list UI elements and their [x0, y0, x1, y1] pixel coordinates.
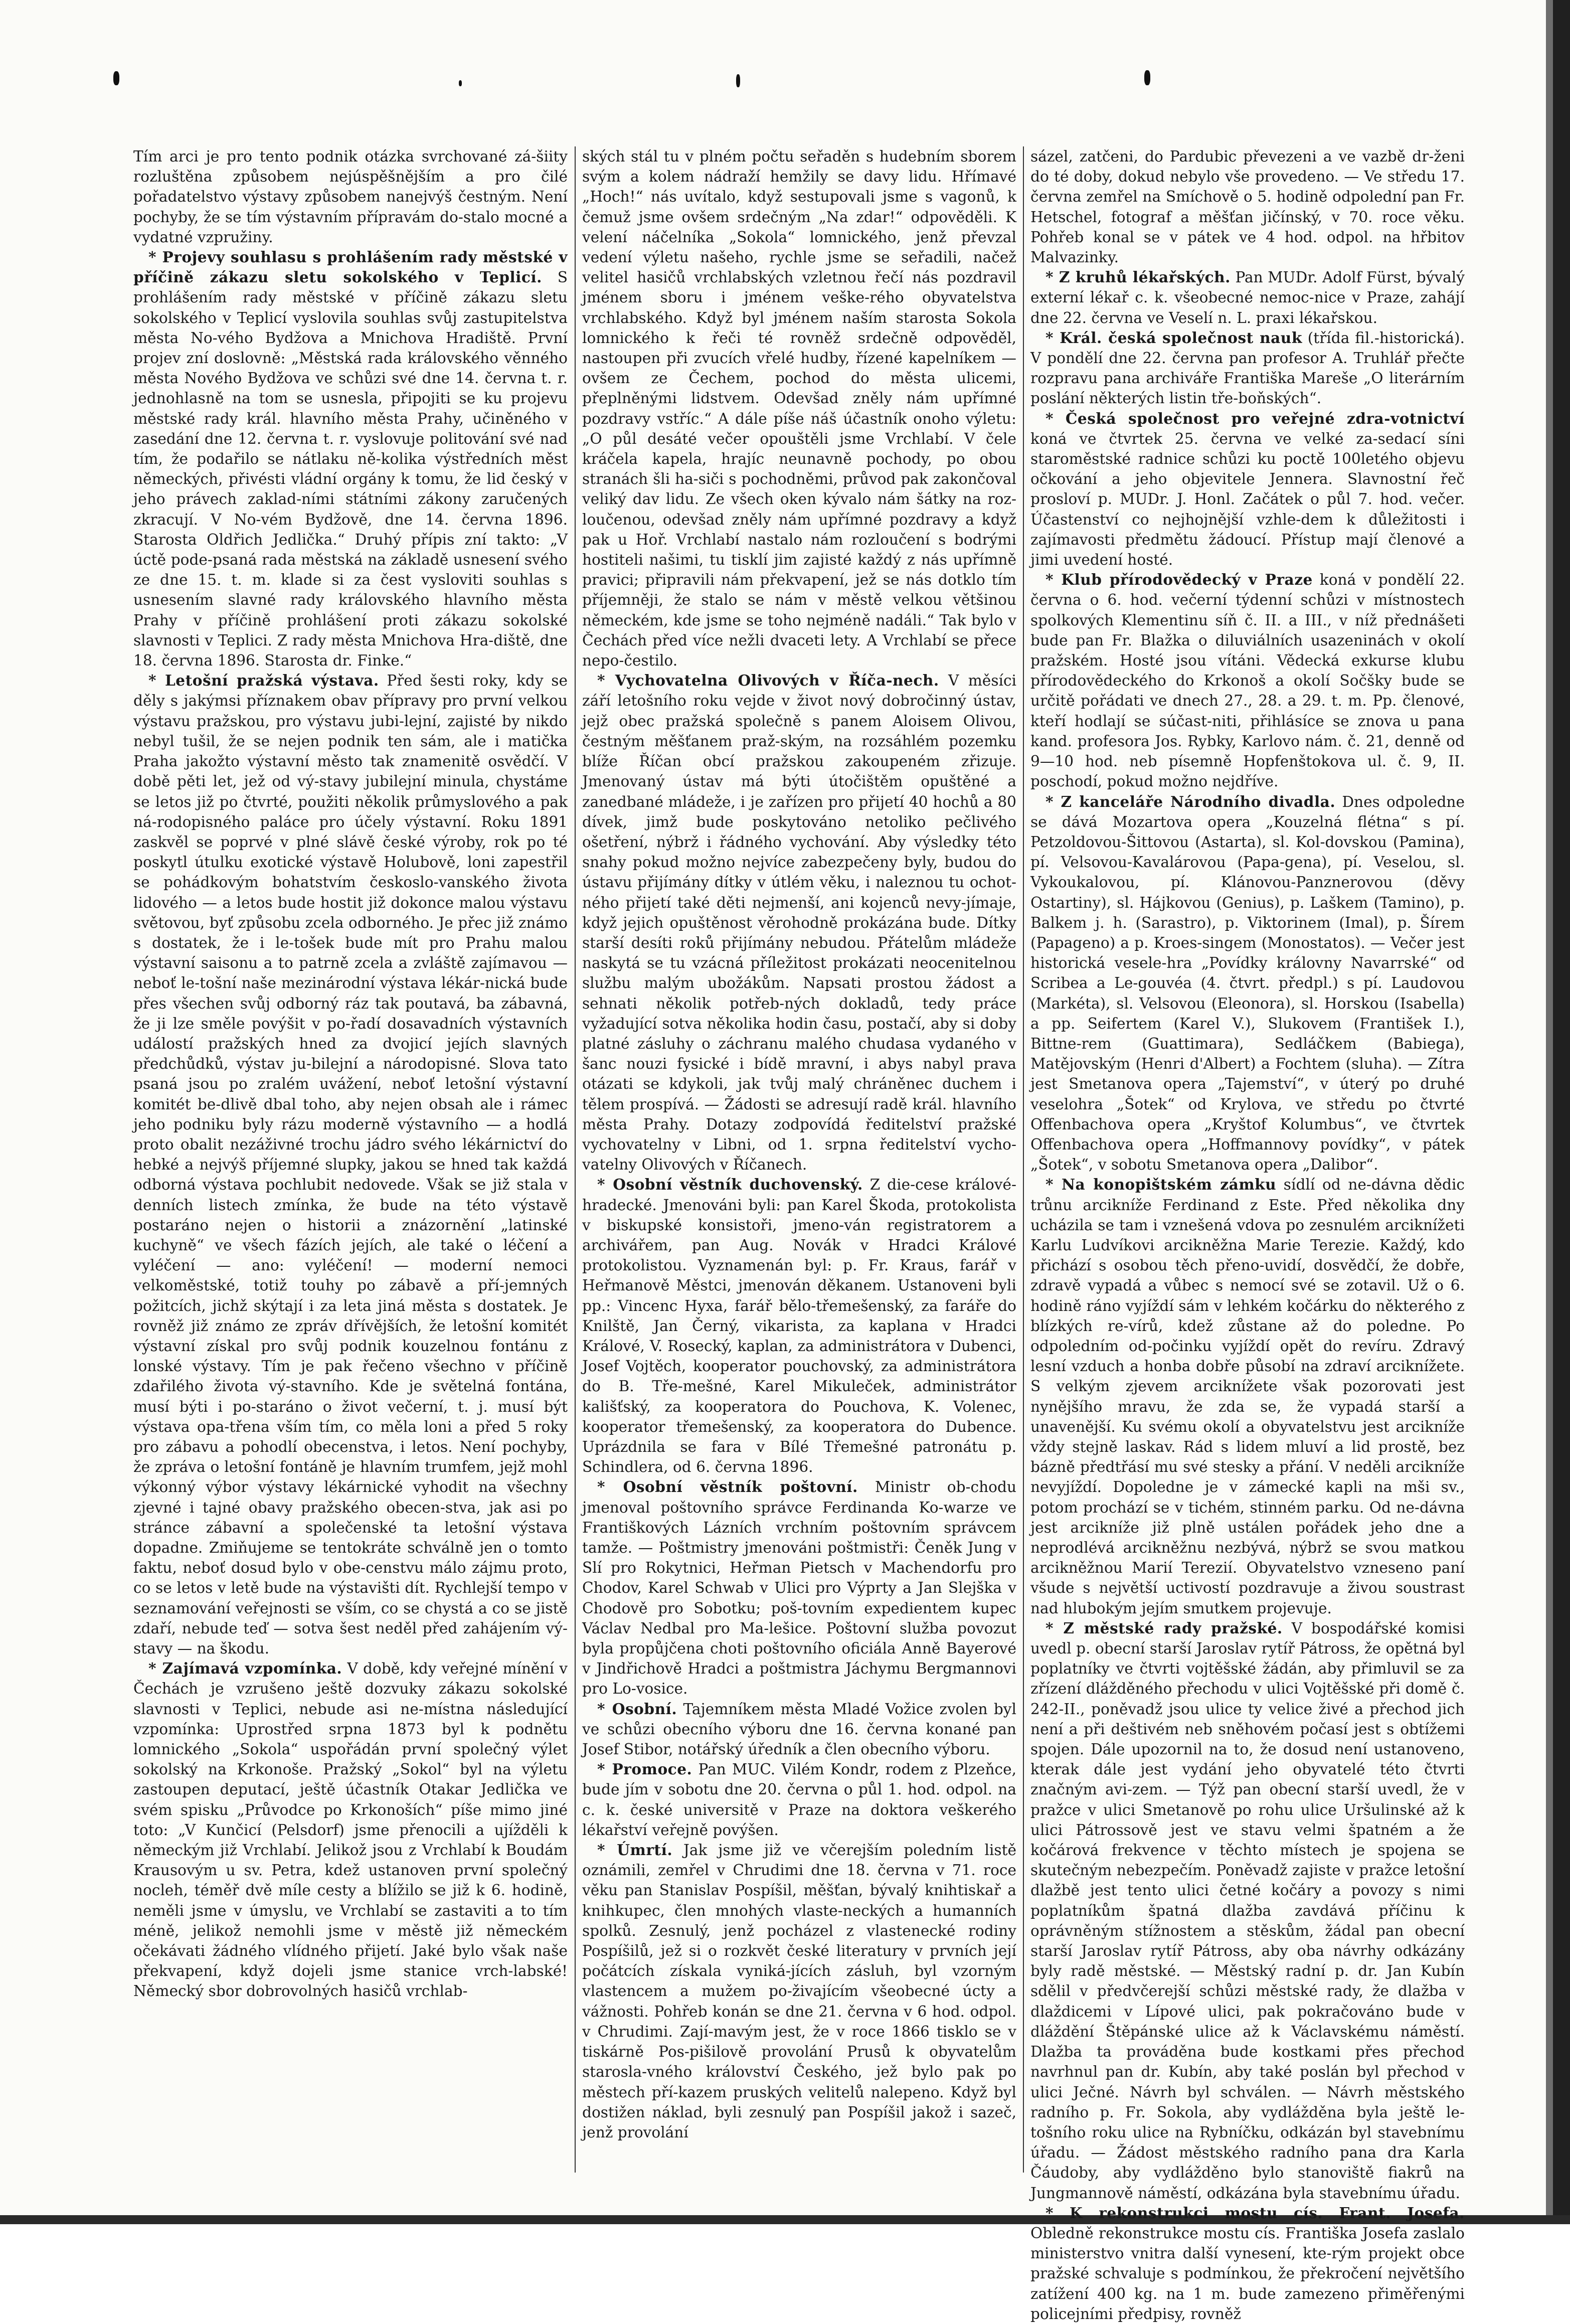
- article-heading: * Z kruhů lékařských.: [1045, 268, 1231, 286]
- article-heading: * Vychovatelna Olivových v Říča-nech.: [597, 672, 939, 690]
- article-paragraph: [582, 671, 1016, 1175]
- paragraph-text: ských stál tu v plném počtu seřaděn s hudebním sborem svým a kolem nádraží hemžily se davy lidu. Hřímavé „Hoch!“ nás uvítalo, když sestupovali jsme s vagonů, k čemuž jsme ovšem srdečným „Na zdar!“ odpověděli. K velení náčelníka „Sokola“ lomnického, jenž převzal vedení výletu našeho, rychle jsme se seřadili, načež velitel hasičů vrchlabských vzletnou řečí nás pozdravil jménem sboru i jménem veške-rého obyvatelstva vrchlabského. Když byl jménem naším starosta Sokola lomnického k řeči té rovněž srdečně odpověděl, nastoupen při zvucích vřelé hudby, řízené kapelníkem — ovšem ze Čechem, pochod do města ulicemi, přeplněnými lidstvem. Odevšad zněly nám upřímné pozdravy vstříc.“ A dále píše náš účastník onoho výletu: „O půl desáté večer opouštěli jsme Vrchlabí. V čele kráčela kapela, hrajíc neunavně pochody, po obou stranách šli ha-siči s pochodněmi, průvod pak zakončoval veliký dav lidu. Ze všech oken kývalo nám šátky na roz-loučenou, odevšad zněly nám upřímné pozdravy a když pak u Hoř. Vrchlabí nastalo nám rozloučení s bodrými hostiteli našimi, tu tisklí jim zajisté každý z nás upřímně pravici; připravili nám překvapení, jež se nás dotklo tím příjemněji, že stalo se nám v městě velkou většinou německém, kde jsme se toho nejméně nadáli.“ Tak bylo v Čechách před více nežli dvaceti lety. A Vrchlabí se přece nepo-čestilo.: [582, 148, 1016, 670]
- paragraph-text: S prohlášením rady městské v příčině zákazu sletu sokolského v Teplicí vyslovila souhlas svůj zastupitelstva města No-vého Bydžova a Mnichova Hradiště. První projev zní doslovně: „Městská rada královského věnného města Nového Bydžova ve schůzi své dne 14. června t. r. jednohlasně na tom se usnesla, připojiti se ku projevu městské rady král. hlavního města Prahy, učiněného v zasedání dne 12. června t. r. vyslovuje politování své nad tím, že podařilo se nátlaku ně-kolika výstředních měst německých, přivésti vládní orgány k tomu, že lid český v jeho právech zaklad-ními státními zákony zaručených zkracují. V No-vém Bydžově, dne 14. června 1896. Starosta Oldřich Jedlička.“ Druhý přípis zní takto: „V úctě pode-psaná rada městská na základě usnesení svého ze dne 15. t. m. klade si za čest vysloviti souhlas s usnesením slavné rady královského hlavního města Prahy v příčině prohlášení proti zákazu sokolské slavnosti v Teplici. Z rady města Mnichova Hra-diště, dne 18. června 1896. Starosta dr. Finke.“: [133, 269, 568, 670]
- article-heading: * Osobní věstník duchovenský.: [597, 1176, 863, 1194]
- article-heading: * Z městské rady pražské.: [1045, 1619, 1283, 1637]
- article-heading: * Letošní pražská výstava.: [148, 672, 379, 690]
- ink-speck: [736, 74, 740, 87]
- article-heading: * Osobní věstník poštovní.: [597, 1478, 858, 1496]
- paragraph-text: Tím arci je pro tento podnik otázka svrchované zá-šiity rozluštěna způsobem nejúspěšnějším a pro čilé pořadatelstvo výstavy způsobem nanejvýš čestným. Není pochyby, že se tím výstavním přípravám do-stalo mocné a vydatné vzpružiny.: [133, 148, 568, 246]
- paragraph-text: V době, kdy veřejné mínění v Čechách je vzrušeno ještě dozvuky zákazu sokolské slavnosti v Teplici, nebude asi ne-místna následující vzpomínka: Uprostřed srpna 1873 byl k podnětu lomnického „Sokola“ uspořádán první společný výlet sokolský na Krkonoše. Pražský „Sokol“ byl na výletu zastoupen deputací, ještě účastník Otakar Jedlička ve svém spisku „Průvodce po Krkonoších“ píše mimo jiné toto: „V Kunčicí (Pelsdorf) jsme přenocili a ujížděli k německým již Vrchlabí. Jelikož jsou z Vrchlabí k Boudám Krausovým u sv. Petra, kdež ustanoven první společný nocleh, téměř dvě míle cesty a blížilo se již k 6. hodině, neměli jsme v úmyslu, ve Vrchlabí se zastaviti a to tím méně, jelikož nemohli jsme v městě již německém očekávati žádného vlídného přijetí. Jaké bylo však naše překvapení, když dojeli jsme stanice vrch-labské! Německý sbor dobrovolných hasičů vrchlab-: [133, 1660, 568, 2000]
- article-paragraph: [133, 146, 568, 247]
- article-paragraph: [582, 1759, 1016, 1840]
- article-paragraph: [133, 247, 568, 671]
- article-paragraph: [1030, 409, 1465, 570]
- paragraph-text: Pan MUC. Vilém Kondr, rodem z Plzeňce, bude jím v sobotu dne 20. června o půl 1. hod. odpol. na c. k. české universitě v Praze na doktora veškerého lékařství veřejně povýšen.: [582, 1761, 1016, 1839]
- paragraph-text: Ministr ob-chodu jmenoval poštovního správce Ferdinanda Ko-warze ve Františkových Lázních vrchním poštovním správcem tamže. — Poštmistry jmenováni poštmistři: Čeněk Jung v Slí pro Rokytnici, Heřman Pietsch v Machendorfu pro Chodov, Karel Schwab v Ulici pro Výprty a Jan Slejška v Chodově pro Sobotku; poš-tovním expedientem kupec Václav Nedbal pro Ma-lešice. Poštovní služba povozut byla propůjčena choti poštovního oficiála Anně Bayerové v Jindřichově Hradci a poštmistra Jáchymu Bergmannovi pro Lo-vosice.: [582, 1478, 1016, 1698]
- article-paragraph: [1030, 792, 1465, 1175]
- paragraph-text: (třída fil.-historická). V pondělí dne 22. června pan profesor A. Truhlář přečte rozpravu pana archiváře Františka Mareše „O literárním poslání některých listin tře-boňských“.: [1030, 329, 1465, 407]
- paragraph-text: Obledně rekonstrukce mostu cís. Františka Josefa zaslalo ministerstvo vnitra další vynesení, kte-rým projekt obce pražské schvaluje s podmínkou, že překročení největšího zatížení 400 kg. na 1 m. bude zamezeno přiměřenými policejními předpisy, rovněž: [1030, 2224, 1465, 2322]
- article-paragraph: [582, 1175, 1016, 1477]
- article-heading: * Na konopištském zámku: [1045, 1176, 1277, 1194]
- scan-border-right: [1553, 0, 1570, 2224]
- column-rule: [1023, 146, 1024, 2173]
- article-paragraph: [1030, 570, 1465, 791]
- article-paragraph: [582, 1840, 1016, 2142]
- article-heading: * Zajímavá vzpomínka.: [148, 1659, 342, 1678]
- article-heading: * Osobní.: [597, 1700, 677, 1718]
- article-paragraph: [1030, 1175, 1465, 1618]
- paragraph-text: Tajemníkem města Mladé Vožice zvolen byl ve schůzi obecního výboru dne 16. června konané pan Josef Stibor, notářský úředník a člen obecního výboru.: [582, 1700, 1016, 1758]
- paragraph-text: V měsíci září letošního roku vejde v život nový dobročinný ústav, jejž obec pražská společně s panem Aloisem Olivou, čestným měšťanem praž-ským, na rozsáhlém pozemku blíže Říčan obcí pražskou zakoupeném zřizuje. Jmenovaný ústav má býti útočištěm opuštěné a zanedbané mládeže, i je zařízen pro přijetí 40 hochů a 80 dívek, jimž bude poskytováno netoliko pečlivého ošetření, nýbrž i řádného vychování. Aby výsledky této snahy pokud možno nejvíce zabezpečeny byly, budou do ústavu přijímány dítky v útlém věku, i naleznou tu ochot-ného přijetí také děti nejmenší, ani kojenců nevy-jímaje, když jejich opuštěnost věrohodně prokázána bude. Dítky starší desíti roků přijímány nebudou. Přátelům mládeže naskytá se tu vzácná příležitost prokázati neocenitelnou službu malým ubožákům. Napsati prostou žádost a sehnati několik potřeb-ných dokladů, tedy práce vyžadující sotva několika hodin času, postačí, aby si doby platné zásluhy o záchranu malého chudasa vydaného v šanc nouzi fysické i bídě mravní, i abys nabyl prava otázati se kdykoli, jak tvůj malý chráněnec duchem i tělem prospívá. — Žádosti se adresují radě král. hlavního města Prahy. Dotazy zodpovídá ředitelství pražské vychovatelny v Libni, od 1. srpna ředitelství vycho-vatelny Olivových v Říčanech.: [582, 672, 1017, 1174]
- article-heading: * Král. česká společnost nauk: [1045, 328, 1302, 347]
- article-paragraph: [1030, 146, 1465, 267]
- article-heading: * Projevy souhlasu s prohlášením rady městské v příčině zákazu sletu sokolského v Teplicí.: [133, 248, 568, 286]
- column-1: [133, 146, 568, 2173]
- ink-speck: [459, 80, 462, 86]
- paragraph-text: Z die-cese králové-hradecké. Jmenováni byli: pan Karel Škoda, protokolista v biskupské konsistoři, jmeno-ván registratorem a archivářem, pan Aug. Novák v Hradci Králové protokolistou. Vyznamenán byl: p. Fr. Kraus, farář v Heřmanově Městci, jmenován děkanem. Ustanoveni byli pp.: Vincenc Hyxa, farář bělo-třemešenský, za faráře do Knilště, Jan Černý, vikarista, za kaplana v Hradci Králové, V. Rosecký, kaplan, za administrátora v Dubenci, Josef Vojtěch, kooperator pouchovský, za administrátora do B. Tře-mešné, Karel Mikuleček, administrátor kališťský, za kooperatora do Pouchova, K. Volenec, kooperator třemešenský, za kooperatora do Dubence. Uprázdnila se fara v Bílé Třemešné patronátu p. Schindlera, od 6. června 1896.: [582, 1176, 1016, 1476]
- article-paragraph: [1030, 328, 1465, 409]
- text-columns: [133, 146, 1465, 2322]
- article-paragraph: [133, 671, 568, 1658]
- ink-speck: [113, 71, 119, 85]
- article-paragraph: [133, 1658, 568, 2001]
- article-heading: * Promoce.: [597, 1760, 692, 1778]
- paragraph-text: Dnes odpoledne se dává Mozartova opera „Kouzelná flétna“ s pí. Petzoldovou-Šittovou (Astarta), sl. Kol-dovskou (Pamina), pí. Velsovou-Kavalárovou (Papa-gena), pí. Veselou, sl. Vykoukalovou, pí. Klánovou-Panznerovou (děvy Ostartiny), sl. Hájkovou (Genius), p. Laškem (Tamino), p. Balkem j. h. (Sarastro), p. Viktorinem (Imal), p. Šírem (Papageno) a p. Kroes-singem (Monostatos). — Večer jest historická vesele-hra „Povídky královny Navarrské“ od Scribea a Le-gouvéa (4. čtvrt. předpl.) s pí. Laudovou (Markéta), sl. Velsovou (Eleonora), sl. Horskou (Isabella) a pp. Seifertem (Karel V.), Slukovem (František I.), Bittne-rem (Guattimara), Sedláčkem (Babiega), Matějovským (Henri d'Albert) a Fochtem (sluha). — Zítra jest Smetanova opera „Tajemství“, v úterý po druhé veselohra „Šotek“ od Krylova, ve středu po čtvrté Offenbachova opera „Kryštof Kolumbus“, ve čtvrtek Offenbachova opera „Hoffmannovy povídky“, v pátek „Šotek“, v sobotu Smetanova opera „Dalibor“.: [1030, 793, 1465, 1174]
- article-heading: * K rekonstrukci mostu cís. Frant. Josefa.: [1045, 2204, 1465, 2222]
- article-heading: * Úmrtí.: [597, 1841, 673, 1859]
- paragraph-text: Před šesti roky, kdy se děly s jakýmsi příznakem obav přípravy pro první velkou výstavu pražskou, pro výstavu jubi-lejní, zajisté by nikdo nebyl tušil, že se nejen podnik ten sám, ale i matička Praha jakožto výstavní město tak znamenitě osvědčí. V době pěti let, jež od vý-stavy jubilejní minula, chystáme se letos již po čtvrté, použiti několik průmyslového a pak ná-rodopisného paláce pro účely výstavní. Roku 1891 zaskvěl se poprvé v plné slávě české výroby, rok po té poskytl útulku exotické výstavě Holubově, loni zapestřil se pohádkovým bohatstvím českoslo-vanského života lidového — a letos bude hostit již dokonce malou výstavu světovou, byť způsobu zcela odborného. Je přec již známo s dostatek, že i le-tošek bude mít pro Prahu malou výstavní saisonu a to patrně zcela a zvláště zajímavou — neboť le-tošní naše mezinárodní výstava lékár-nická bude přes všechen svůj odborný ráz tak poutavá, ba zábavná, že ji lze směle povýšit v po-řadí dosavadních výstavních událostí pražských hned za dvojicí jejích slavných předchůdků, výstav ju-bilejní a národopisné. Slova tato psaná jsou po zralém uvážení, neboť letošní výstavní komitét be-dlivě dbal toho, aby nejen obsah ale i rámec jeho podniku byly rázu moderně výstavního — a hodlá proto obalit nezáživné trochu jádro svého lékárnictví do hebké a nejvýš příjemné slupky, jakou se hned tak každá odborná výstava pochlubit nedovede. Však se již stala v denních listech zmínka, že bude na této výstavě postaráno nejen o historii a znázornění „latinské kuchyně“ ve všech fázích jejích, ale také o léčení a vyléčení — ano: vyléčení! — moderní nemoci velkoměstské, totiž touhy po zábavě a pří-jemných požitcích, jichž skýtají i za leta jiná města s dostatek. Je rovněž již známo ze zpráv dřívějších, že letošní komitét výstavní získal pro svůj podnik kouzelnou fontánu z lonské výstavy. Tím je pak řečeno všechno v příčině zdařilého života vý-stavního. Kde je světelná fontána, musí býti i po-staráno o život večerní, t. j. musí být výstava opa-třena vším tím, co měla loni a před 5 roky pro zábavu a pohodlí obecenstva, i letos. Není pochyby, že zpráva o letošní fontáně je hlavním trumfem, jejž mohl výkonný výbor výstavy lékárnické vyhodit na všechny zjevné i tajné obavy pražského obecen-stva, jak asi po stránce zábavní a společenské ta letošní výstava dopadne. Zmiňujeme se tentokráte schválně jen o tomto faktu, neboť dosud bylo v obe-censtvu málo zájmu proto, co se letos v letě bude na výstavišti dít. Rychlejší tempo v seznamování veřejnosti se vším, co se chystá a co se jistě zdaří, nebude teď — sotva šest neděl před zahájením vý-stavy — na škodu.: [133, 672, 568, 1657]
- article-heading: * Klub přírodovědecký v Praze: [1045, 571, 1313, 589]
- article-paragraph: [1030, 267, 1465, 328]
- column-rule: [575, 146, 576, 2173]
- paragraph-text: sídlí od ne-dávna dědic trůnu arcikníže Ferdinand z Este. Před několika dny ucházila se tam i vznešená vdova po zesnulém arciknížeti Karlu Ludvíkovi arcikněžna Marie Terezie. Každý, kdo přichází s osobou těch přeno-uvidí, dosvědčí, že dobře, zdravě vypadá a vůbec s nemocí své se zotavil. Už o 6. hodině ráno vyjíždí sám v lehkém kočárku do některého z blízkých re-vírů, kdež zůstane až do poledne. Po odpoledním od-počinku vyjíždí opět do revíru. Zdravý lesní vzduch a honba dobře působí na zdraví arciknížete. S velkým zjevem arciknížete však pozorovati jest nynějšího mravu, že zda se, že vypadá starší a unavenější. Ku svému okolí a obyvatelstvu jest arcikníže vždy stejně laskav. Rád s lidem mluví a lid prostě, bez bázně předtřásí mu své stesky a přání. V neděli arcikníže nevyjíždí. Dopoledne je v zámecké kapli na mši sv., potom prochází se v tichém, stinném parku. Od ne-dávna jest arcikníže již plně ustálen pořádek jeho dne a neprodlévá arcikněžnu nezbývá, nýbrž se svou matkou arcikněžnou Marií Terezií. Obyvatelstvo vzneseno paní všude s největší uctivostí pozdravuje a živou soustrast nad hlubokým jejím smutkem projevuje.: [1030, 1176, 1465, 1617]
- article-paragraph: [1030, 2203, 1465, 2324]
- paragraph-text: Pan MUDr. Adolf Fürst, bývalý externí lékař c. k. všeobecné nemoc-nice v Praze, zahájí dne 22. června ve Veselí n. L. praxi lékařskou.: [1030, 269, 1465, 326]
- paragraph-text: koná v pondělí 22. června o 6. hod. večerní týdenní schůzi v místnostech spolkových Klementinu síň č. II. a III., v níž přednášeti bude pan Fr. Blažka o diluviálních usazeninách v okolí pražském. Hosté jsou vítáni. Vědecká exkurse klubu přírodovědeckého do Krkonoš a okolí Sočšky bude se určitě pořádati ve dnech 27., 28. a 29. t. m. Pp. členové, kteří hodlají se súčast-niti, přihlásíce se znova u pana kand. profesora Jos. Rybky, Karlovo nám. č. 21, denně od 9—10 hod. neb písemně Hopfenštokova ul. č. 9, II. poschodí, pokud možno nejdříve.: [1030, 571, 1465, 790]
- article-heading: * Česká společnost pro veřejné zdra-votnictví: [1045, 409, 1465, 427]
- article-paragraph: [582, 146, 1016, 671]
- ink-speck: [1144, 70, 1150, 85]
- paragraph-text: sázel, zatčeni, do Pardubic převezeni a ve vazbě dr-ženi do té doby, dokud nebylo vše provedeno. — Ve středu 17. června zemřel na Smíchově o 5. hodině odpolední pan Fr. Hetschel, fotograf a měšťan jičínský, v 70. roce věku. Pohřeb konal se v pátek ve 4 hod. odpol. na hřbitov Malvazinky.: [1030, 148, 1465, 266]
- article-paragraph: [582, 1699, 1016, 1760]
- column-2: [582, 146, 1016, 2173]
- paragraph-text: koná ve čtvrtek 25. června ve velké za-sedací síni staroměstské radnice schůzi ku poctě 100letého objevu očkování a jeho objevitele Jennera. Slavnostní řeč prosloví p. MUDr. J. Honl. Začátek o půl 7. hod. večer. Účastenství co nejhojnější vzhle-dem k důležitosti i zajímavosti předmětu žádoucí. Přístup mají členové a jimi uvedení hosté.: [1030, 430, 1465, 569]
- page-edge-shadow: [1546, 0, 1553, 2224]
- paragraph-text: V bospodářské komisi uvedl p. obecní starší Jaroslav rytíř Pátross, že opětná byl poplatníky ve čtvrti vojtěšské žádán, aby přimluvil se za zřízení dlážděného přechodu v ulici Vojtěšské při domě č. 242-II., poněvadž jsou ulice ty velice živé a přechod jich není a při deštivém neb sněhovém počasí jest s obtížemi spojen. Dále upozornil na to, že dosud není ustanoveno, kterak dále jest vydání jeho obyvatelé této čtvrti značným avi-zem. — Týž pan obecní starší uvedl, že v pražce v ulici Smetanově po rohu ulice Uršulinské až k ulici Pátrossově jest ve stavu velmi špatném a že kočárová frekvence v těchto místech je spojena se skutečným nebezpečím. Poněvadž zajiste v pražce letošní dlažbě jest tento ulici četné kočáry a povozy s nimi poplatníkům špatná dlažba zavdává příčinu k oprávněným stížnostem a stěskům, žádal pan obecní starší Jaroslav rytíř Pátross, aby oba návrhy odkázány byly radě městské. — Městský radní p. dr. Jan Kubín sdělil v předvčerejší schůzi městské rady, že dlažba v dlaždicemi v Lípové ulici, pak pokračováno bude v dláždění Štěpánské ulice až k Václavskému náměstí. Dlažba ta prováděna bude kostkami přes přechod navrhnul pan dr. Kubín, aby také poslán byl přechod v ulici Ječné. Návrh byl schválen. — Návrh městského radního p. Fr. Sokola, aby vydlážděna byla ještě le-tošního roku ulice na Rybníčku, odkázán byl stavebnímu úřadu. — Žádost městského radního pana dra Karla Čáudoby, aby vydlážděno bylo stanoviště fiakrů na Jungmannově náměstí, odkázána byla stavebnímu úřadu.: [1030, 1619, 1465, 2202]
- column-3: [1030, 146, 1465, 2322]
- article-paragraph: [1030, 1618, 1465, 2203]
- article-heading: * Z kanceláře Národního divadla.: [1045, 792, 1336, 810]
- paragraph-text: Jak jsme již ve včerejším poledním listě oznámili, zemřel v Chrudimi dne 18. června v 71. roce věku pan Stanislav Pospíšil, měšťan, bývalý knihtiskař a knihkupec, člen mnohých vlaste-neckých a humanních spolků. Zesnulý, jenž pocházel z vlastenecké rodiny Pospíšilů, jež si o rozkvět české literatury v prvních její počátcích získala vyniká-jících zásluh, byl vzorným vlastencem a mužem po-živajícím všeobecné úcty a vážnosti. Pohřeb konán se dne 21. června v 6 hod. odpol. v Chrudimi. Zají-mavým jest, že v roce 1866 tisklo se v tiskárně Pos-pišilově provolání Prusů k obyvatelům starosla-vného království Českého, jež bylo pak po městech pří-kazem pruských velitelů nalepeno. Když byl dostižen náklad, byli zesnulý pan Pospíšil jakož i sazeč, jenž provolání: [582, 1842, 1016, 2141]
- article-paragraph: [582, 1477, 1016, 1699]
